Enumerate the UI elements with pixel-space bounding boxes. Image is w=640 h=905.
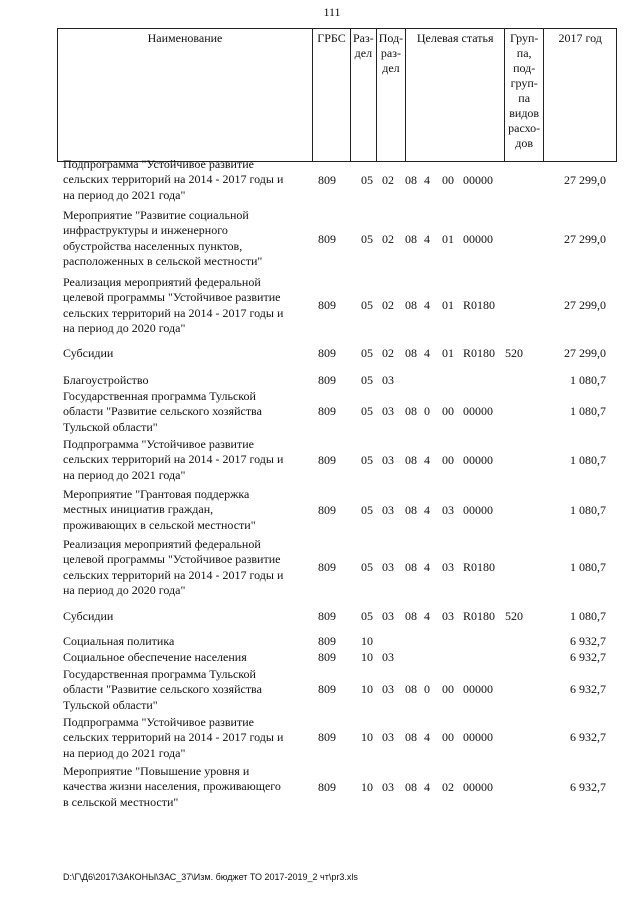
row-cs-event: 01: [442, 346, 454, 360]
row-sum: 6 932,7: [570, 682, 606, 696]
row-podrazdel: 03: [382, 650, 394, 664]
row-podrazdel: 03: [382, 609, 394, 623]
row-razdel: 05: [361, 560, 373, 574]
row-cs-subprogram: 4: [424, 346, 430, 360]
row-name: Мероприятие "Развитие социальной инфраструктуры и инженерного обустройства населенных пунктов, расположенных в сельской местности": [63, 208, 263, 269]
row-grbs: 809: [318, 346, 336, 360]
row-cs-program: 08: [405, 232, 417, 246]
row-podrazdel: 03: [382, 780, 394, 794]
row-cs-subprogram: 4: [424, 298, 430, 312]
row-sum: 1 080,7: [570, 373, 606, 387]
row-cs-event: 00: [442, 730, 454, 744]
row-cs-program: 08: [405, 346, 417, 360]
row-cs-event: 00: [442, 173, 454, 187]
row-podrazdel: 03: [382, 453, 394, 467]
row-vid-rashodov: 520: [505, 346, 523, 360]
row-cs-program: 08: [405, 173, 417, 187]
row-razdel: 05: [361, 232, 373, 246]
row-sum: 6 932,7: [570, 650, 606, 664]
row-razdel: 05: [361, 373, 373, 387]
header-grbs: ГРБС: [313, 29, 351, 162]
row-grbs: 809: [318, 780, 336, 794]
row-podrazdel: 02: [382, 346, 394, 360]
row-grbs: 809: [318, 650, 336, 664]
row-cs-program: 08: [405, 560, 417, 574]
row-sum: 1 080,7: [570, 609, 606, 623]
row-razdel: 05: [361, 298, 373, 312]
row-razdel: 10: [361, 730, 373, 744]
row-cs-event: 01: [442, 298, 454, 312]
row-grbs: 809: [318, 609, 336, 623]
row-cs-subprogram: 4: [424, 730, 430, 744]
header-razdel: Раз- дел: [351, 29, 377, 162]
row-cs-subprogram: 4: [424, 780, 430, 794]
row-podrazdel: 03: [382, 373, 394, 387]
row-grbs: 809: [318, 404, 336, 418]
row-grbs: 809: [318, 298, 336, 312]
row-name: Субсидии: [63, 609, 114, 623]
row-cs-direction: 00000: [463, 453, 493, 467]
row-sum: 1 080,7: [570, 560, 606, 574]
row-grbs: 809: [318, 453, 336, 467]
row-sum: 27 299,0: [564, 232, 606, 246]
row-grbs: 809: [318, 503, 336, 517]
row-name: Подпрограмма "Устойчивое развитие сельских территорий на 2014 - 2017 годы и на период до 2021 года": [63, 715, 284, 760]
row-sum: 1 080,7: [570, 404, 606, 418]
row-cs-direction: 00000: [463, 503, 493, 517]
row-sum: 27 299,0: [564, 346, 606, 360]
row-cs-direction: 00000: [463, 682, 493, 696]
row-razdel: 05: [361, 404, 373, 418]
row-cs-subprogram: 4: [424, 453, 430, 467]
row-name: Мероприятие "Грантовая поддержка местных инициатив граждан, проживающих в сельской местности": [63, 487, 256, 532]
row-grbs: 809: [318, 560, 336, 574]
row-cs-direction: 00000: [463, 173, 493, 187]
row-cs-subprogram: 4: [424, 173, 430, 187]
row-podrazdel: 03: [382, 404, 394, 418]
header-podrazdel: Под- раз- дел: [376, 29, 405, 162]
row-name: Государственная программа Тульской области "Развитие сельского хозяйства Тульской области": [63, 667, 262, 712]
row-cs-event: 00: [442, 682, 454, 696]
row-podrazdel: 02: [382, 173, 394, 187]
row-cs-direction: 00000: [463, 404, 493, 418]
row-name: Реализация мероприятий федеральной целевой программы "Устойчивое развитие сельских территорий на 2014 - 2017 годы и на период до 2020 года": [63, 537, 284, 598]
row-name: Социальное обеспечение населения: [63, 650, 247, 664]
row-cs-program: 08: [405, 453, 417, 467]
row-name: Благоустройство: [63, 373, 149, 387]
row-sum: 1 080,7: [570, 503, 606, 517]
row-sum: 27 299,0: [564, 173, 606, 187]
row-razdel: 10: [361, 650, 373, 664]
header-name: Наименование: [58, 29, 313, 162]
row-cs-event: 01: [442, 232, 454, 246]
row-cs-program: 08: [405, 730, 417, 744]
row-name: Государственная программа Тульской области "Развитие сельского хозяйства Тульской области": [63, 389, 262, 434]
row-cs-subprogram: 4: [424, 609, 430, 623]
row-cs-event: 00: [442, 453, 454, 467]
row-cs-program: 08: [405, 682, 417, 696]
row-grbs: 809: [318, 634, 336, 648]
row-podrazdel: 02: [382, 232, 394, 246]
header-year: 2017 год: [544, 29, 617, 162]
header-vid-rashodov: Груп- па, под- груп- па видов расхо- дов: [505, 29, 544, 162]
row-cs-direction: 00000: [463, 232, 493, 246]
row-cs-program: 08: [405, 404, 417, 418]
row-podrazdel: 03: [382, 682, 394, 696]
row-cs-direction: R0180: [463, 346, 496, 360]
row-razdel: 05: [361, 453, 373, 467]
row-vid-rashodov: 520: [505, 609, 523, 623]
row-cs-subprogram: 4: [424, 503, 430, 517]
row-sum: 6 932,7: [570, 780, 606, 794]
row-cs-subprogram: 4: [424, 560, 430, 574]
row-razdel: 05: [361, 173, 373, 187]
row-sum: 6 932,7: [570, 730, 606, 744]
row-razdel: 05: [361, 609, 373, 623]
header-tselevaya-statya: Целевая статья: [406, 29, 505, 162]
row-podrazdel: 03: [382, 503, 394, 517]
row-grbs: 809: [318, 730, 336, 744]
row-cs-subprogram: 4: [424, 232, 430, 246]
row-grbs: 809: [318, 373, 336, 387]
row-podrazdel: 03: [382, 560, 394, 574]
row-cs-direction: R0180: [463, 609, 496, 623]
row-grbs: 809: [318, 173, 336, 187]
row-razdel: 10: [361, 634, 373, 648]
row-name: Реализация мероприятий федеральной целевой программы "Устойчивое развитие сельских территорий на 2014 - 2017 годы и на период до 2020 года": [63, 275, 284, 336]
row-cs-event: 03: [442, 609, 454, 623]
row-podrazdel: 02: [382, 298, 394, 312]
row-sum: 1 080,7: [570, 453, 606, 467]
row-cs-direction: 00000: [463, 730, 493, 744]
row-cs-program: 08: [405, 780, 417, 794]
row-grbs: 809: [318, 232, 336, 246]
row-podrazdel: 03: [382, 730, 394, 744]
row-name: Субсидии: [63, 346, 114, 360]
row-grbs: 809: [318, 682, 336, 696]
row-cs-direction: R0180: [463, 560, 496, 574]
row-name: Подпрограмма "Устойчивое развитие сельских территорий на 2014 - 2017 годы и на период до 2021 года": [63, 437, 284, 482]
row-cs-event: 03: [442, 560, 454, 574]
row-razdel: 05: [361, 503, 373, 517]
row-cs-event: 00: [442, 404, 454, 418]
row-cs-subprogram: 0: [424, 682, 430, 696]
row-cs-direction: 00000: [463, 780, 493, 794]
row-razdel: 05: [361, 346, 373, 360]
row-cs-direction: R0180: [463, 298, 496, 312]
row-razdel: 10: [361, 780, 373, 794]
row-cs-program: 08: [405, 503, 417, 517]
row-name: Мероприятие "Повышение уровня и качества жизни населения, проживающего в сельской местности": [63, 764, 281, 809]
row-cs-event: 02: [442, 780, 454, 794]
row-cs-program: 08: [405, 609, 417, 623]
row-name: Подпрограмма "Устойчивое развитие сельских территорий на 2014 - 2017 годы и на период до 2021 года": [63, 157, 284, 202]
row-cs-program: 08: [405, 298, 417, 312]
row-cs-event: 03: [442, 503, 454, 517]
row-sum: 6 932,7: [570, 634, 606, 648]
row-cs-subprogram: 0: [424, 404, 430, 418]
row-sum: 27 299,0: [564, 298, 606, 312]
row-name: Социальная политика: [63, 634, 175, 648]
row-razdel: 10: [361, 682, 373, 696]
page-number: 111: [323, 5, 341, 19]
file-path-footer: D:\Г\Д6\2017\ЗАКОНЫ\ЗАС_37\Изм. бюджет ТО 2017-2019_2 чт\pr3.xls: [63, 872, 358, 882]
